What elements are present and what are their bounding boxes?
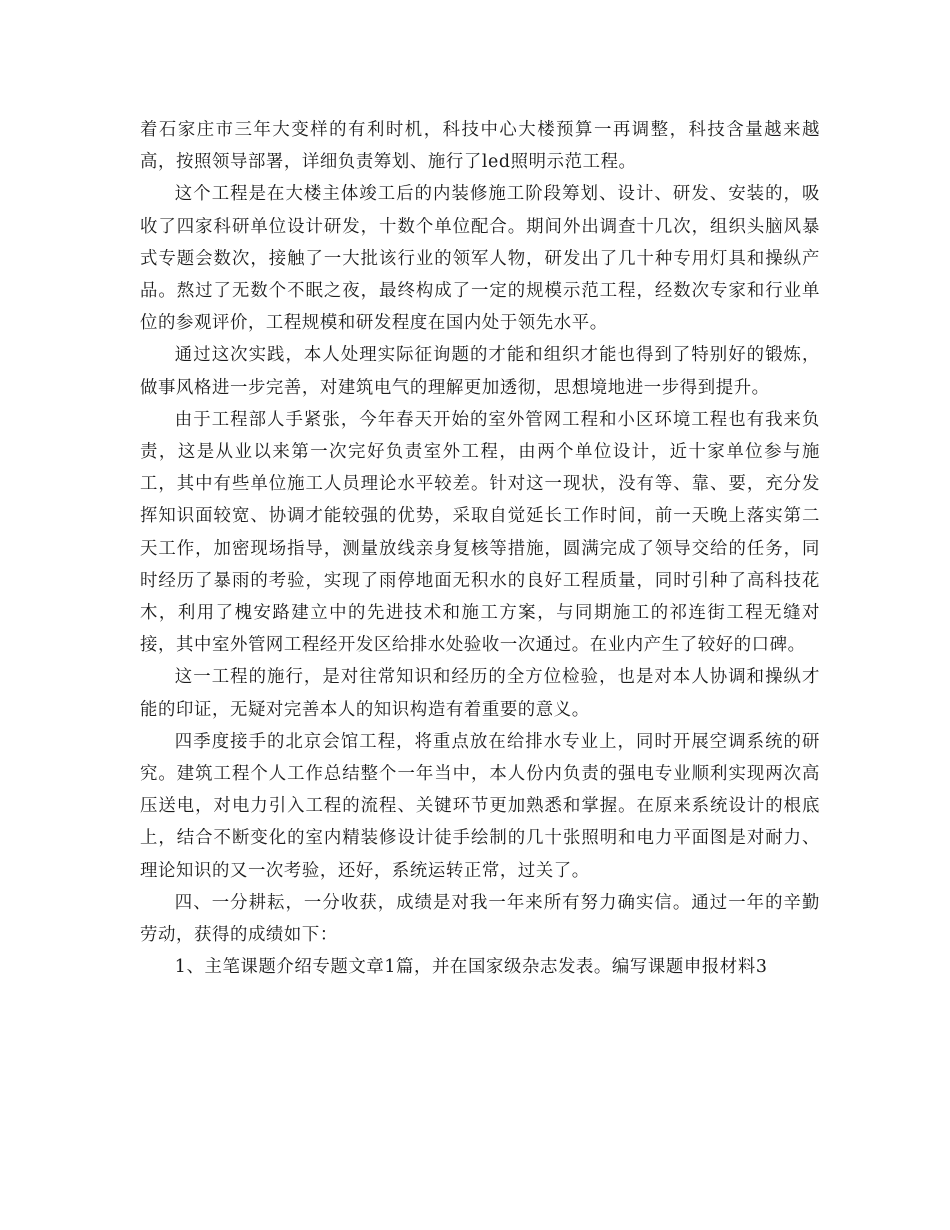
paragraph-7: 四、一分耕耘，一分收获，成绩是对我一年来所有努力确实信。通过一年的辛勤劳动，获得的成绩如下： <box>140 892 820 946</box>
paragraph-1: 着石家庄市三年大变样的有利时机，科技中心大楼预算一再调整，科技含量越来越高，按照领导部署，详细负责筹划、施行了led照明示范工程。 <box>140 120 820 173</box>
paragraph-4: 由于工程部人手紧张，今年春天开始的室外管网工程和小区环境工程也有我来负责，这是从业以来第一次完好负责室外工程，由两个单位设计，近十家单位参与施工，其中有些单位施工人员理论水平较差。针对这一现状，没有等、靠、要，充分发挥知识面较宽、协调才能较强的优势，采取自觉延长工作时间，前一天晚上落实第二天工作，加密现场指导，测量放线亲身复核等措施，圆满完成了领导交给的任务，同时经历了暴雨的考验，实现了雨停地面无积水的良好工程质量，同时引种了高科技花木，利用了槐安路建立中的先进技术和施工方案，与同期施工的祁连街工程无缝对接，其中室外管网工程经开发区给排水处验收一次通过。在业内产生了较好的口碑。 <box>140 409 820 656</box>
paragraph-2: 这个工程是在大楼主体竣工后的内装修施工阶段筹划、设计、研发、安装的，吸收了四家科研单位设计研发，十数个单位配合。期间外出调查十几次，组织头脑风暴式专题会数次，接触了一大批该行业的领军人物，研发出了几十种专用灯具和操纵产品。熬过了无数个不眠之夜，最终构成了一定的规模示范工程，经数次专家和行业单位的参观评价，工程规模和研发程度在国内处于领先水平。 <box>140 184 820 334</box>
paragraph-8: 1、主笔课题介绍专题文章1篇，并在国家级杂志发表。编写课题申报材料3 <box>174 957 768 978</box>
paragraph-3: 通过这次实践，本人处理实际征询题的才能和组织才能也得到了特别好的锻炼，做事风格进一步完善，对建筑电气的理解更加透彻，思想境地进一步得到提升。 <box>140 345 820 398</box>
document-body <box>140 114 820 983</box>
paragraph-5: 这一工程的施行，是对往常知识和经历的全方位检验，也是对本人协调和操纵才能的印证，无疑对完善本人的知识构造有着重要的意义。 <box>140 667 820 720</box>
paragraph-6: 四季度接手的北京会馆工程，将重点放在给排水专业上，同时开展空调系统的研究。建筑工程个人工作总结整个一年当中，本人份内负责的强电专业顺利实现两次高压送电，对电力引入工程的流程、关键环节更加熟悉和掌握。在原来系统设计的根底上，结合不断变化的室内精装修设计徒手绘制的几十张照明和电力平面图是对耐力、理论知识的又一次考验，还好，系统运转正常，过关了。 <box>140 731 820 881</box>
